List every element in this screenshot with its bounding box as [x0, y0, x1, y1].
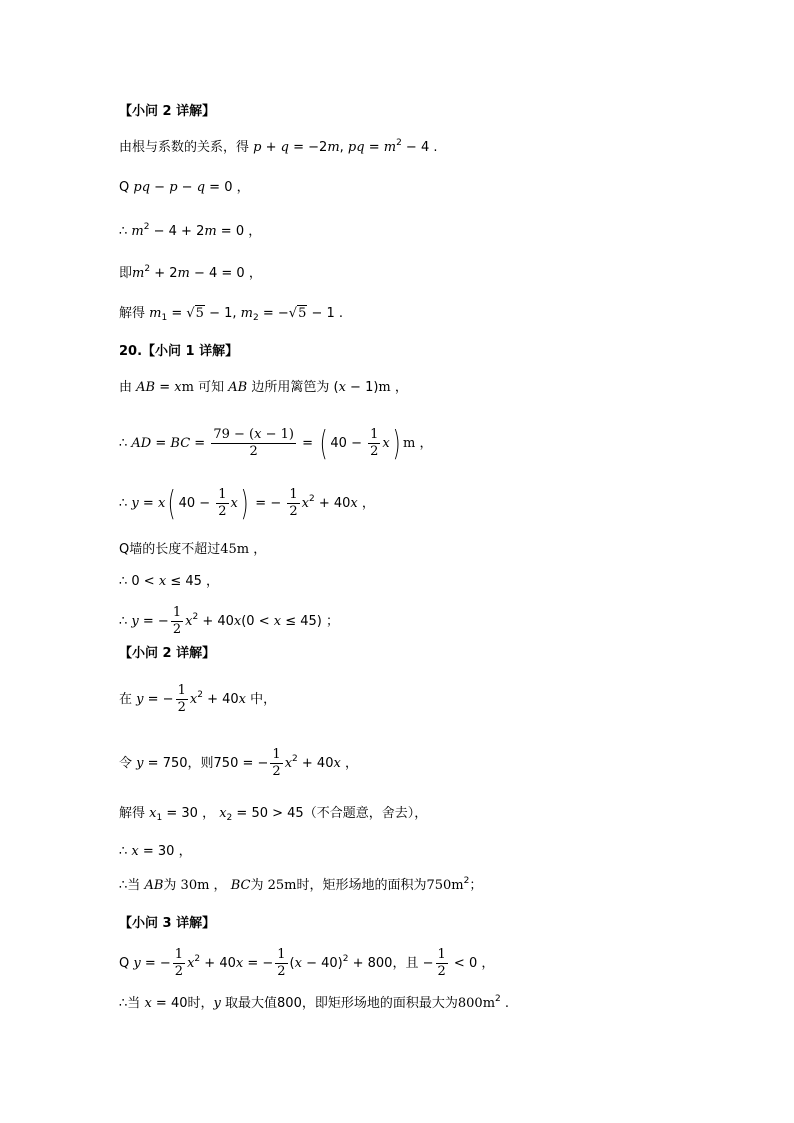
ab-length: 30m	[180, 878, 210, 893]
heading-q2-b: 【小问 2 详解】	[119, 646, 216, 661]
bc-length: 25m	[267, 878, 297, 893]
eq-m-line: ∴ $m^2 - 4 + 2m = 0$ ，	[119, 222, 262, 239]
y-expr-line: ∴ y = x( 40 − $\frac{1}{2}$ x) = − $\frac{1}{2}$ $x^2 + 40x$ ，	[119, 483, 375, 524]
eq-ji-line: 即$m^2 + 2m - 4 = 0$ ，	[119, 264, 262, 281]
ling-line: 令 y = 750，则750 = − $\frac{1}{2}$ $x^2 + 40x$ ，	[119, 747, 358, 779]
ji-text: 即	[119, 266, 133, 281]
solution-m-line: 解得 $m_1 = √5 - 1$, $m_2 = -√5 - 1$ .	[119, 306, 344, 323]
shi-text: 时，矩形场地的面积为	[296, 878, 427, 893]
ji-max-text: ，即矩形场地的面积最大为	[301, 996, 458, 1011]
bianli-text: 边所用篱笆为	[251, 380, 330, 395]
dang-text-2: 当	[127, 996, 141, 1011]
because-symbol-2: Q	[119, 542, 130, 557]
y-value: 750	[162, 756, 188, 771]
wall-line: Q墙的长度不超过45m ，	[119, 542, 267, 557]
wei-text-2: 为	[250, 878, 264, 893]
qie-text: ，且	[392, 956, 419, 971]
solve-x-line: 解得 $x_1 = 30$ ， $x_2 = 50 > 45$（不合题意，舍去），	[119, 806, 428, 823]
wall-length: 45m	[220, 542, 250, 557]
ad-bc-line: ∴ AD = BC = $\frac{79 - (x - 1)}{2}$ = ( 40 − $\frac{1}{2}$ x) m ，	[119, 423, 433, 464]
not-fit-text: （不合题意，舍去），	[303, 806, 428, 821]
jiede-text: 解得	[119, 306, 146, 321]
max-x: 40	[170, 996, 188, 1011]
qu-max-text: 取最大值	[225, 996, 278, 1011]
because-symbol: Q	[119, 180, 130, 195]
max-line: ∴当 x = 40时，y 取最大值800，即矩形场地的面积最大为$800m^2$ .	[119, 994, 510, 1011]
you-text: 由	[119, 380, 133, 395]
jiede-text-2: 解得	[119, 806, 146, 821]
x-range-line: ∴ 0 < x ≤ 45 ，	[119, 574, 220, 589]
max-area: 800m	[457, 996, 496, 1011]
dang-text: 当	[127, 878, 141, 893]
area-value: 750m	[426, 878, 464, 893]
therefore-symbol-3: ∴	[119, 496, 128, 511]
kezhi-text: 可知	[198, 380, 225, 395]
max-value: 800	[277, 996, 302, 1011]
ab-line: 由 AB = xm 可知 AB 边所用篱笆为 (x − 1)m ，	[119, 380, 408, 395]
vertex-line: Q y = − $\frac{1}{2}$ $x^2 + 40x$ = − $\frac{1}{2}$ $(x - 40)^2 + 800$，且 − $\frac{1}{2}$ < 0 ，	[119, 947, 495, 979]
therefore-symbol: ∴	[119, 224, 128, 239]
q20-number: 20.	[119, 344, 143, 359]
wall-text: 墙的长度不超过	[129, 542, 221, 557]
heading-q20-q1	[119, 342, 238, 362]
heading-q2-a: 【小问 2 详解】	[119, 104, 216, 119]
therefore-symbol-2: ∴	[119, 436, 128, 451]
heading-q1: 【小问 1 详解】	[142, 344, 239, 359]
wei-text: 为	[163, 878, 177, 893]
eq-pq-line: Q pq − p − q = 0 ，	[119, 180, 250, 195]
zai-line: 在 y = − $\frac{1}{2}$ $x^2 + 40x$ 中，	[119, 683, 277, 715]
heading-q3: 【小问 3 详解】	[119, 916, 216, 931]
answer-q2-line: ∴当 AB为 30m ， BC为 25m时，矩形场地的面积为$750m^2$；	[119, 876, 483, 893]
ling-text: 令	[119, 756, 133, 771]
vieta-line: 由根与系数的关系，得 p + q = −2m, pq = $m^2 - 4$ .	[119, 138, 438, 155]
zai-text: 在	[119, 692, 133, 707]
y-func-line: ∴ y = − $\frac{1}{2}$ $x^2 + 40x(0 < x \le 45)$ ；	[119, 605, 339, 637]
vieta-text: 由根与系数的关系，得	[119, 140, 250, 155]
ze-text: ，则	[187, 756, 214, 771]
x30-line: ∴ x = 30 ，	[119, 844, 192, 859]
zhong-text: 中，	[250, 692, 277, 707]
